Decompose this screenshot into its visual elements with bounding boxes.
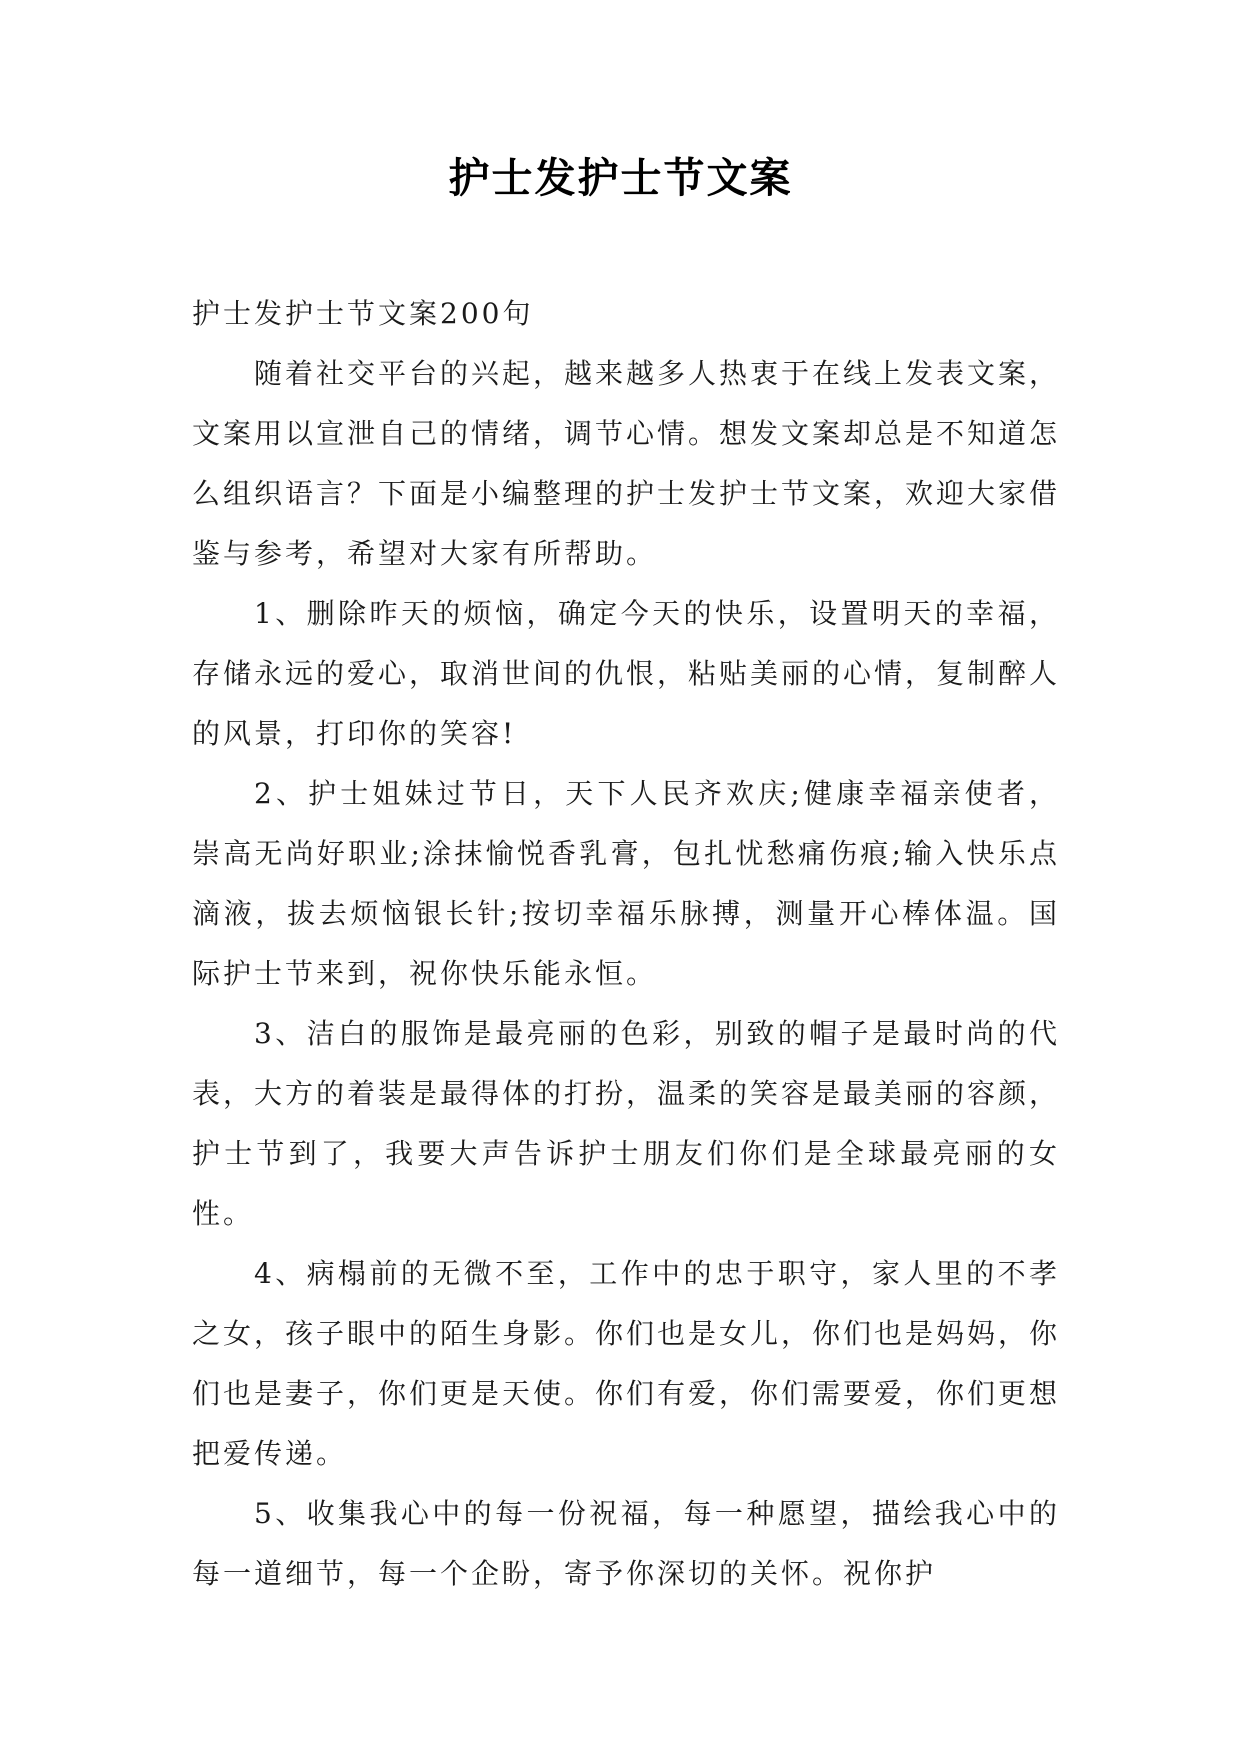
list-item-4: 4、病榻前的无微不至，工作中的忠于职守，家人里的不孝之女，孩子眼中的陌生身影。你们也是女儿，你们也是妈妈，你们也是妻子，你们更是天使。你们有爱，你们需要爱，你们更想把爱传递。 [192, 1257, 1061, 1470]
list-item-5: 5、收集我心中的每一份祝福，每一种愿望，描绘我心中的每一道细节，每一个企盼，寄予你深切的关怀。祝你护 [192, 1497, 1060, 1590]
list-item-2: 2、护士姐妹过节日，天下人民齐欢庆;健康幸福亲使者，崇高无尚好职业;涂抹愉悦香乳膏，包扎忧愁痛伤痕;输入快乐点滴液，拔去烦恼银长针;按切幸福乐脉搏，测量开心棒体温。国际护士节来到，祝你快乐能永恒。 [192, 777, 1060, 990]
document-title: 护士发护士节文案 [448, 154, 793, 202]
list-item-3: 3、洁白的服饰是最亮丽的色彩，别致的帽子是最时尚的代表，大方的着装是最得体的打扮，温柔的笑容是最美丽的容颜，护士节到了，我要大声告诉护士朋友们你们是全球最亮丽的女性。 [192, 1017, 1061, 1230]
document-subtitle: 护士发护士节文案200句 [192, 297, 534, 330]
document-body [192, 284, 1060, 1604]
intro-paragraph: 随着社交平台的兴起，越来越多人热衷于在线上发表文案，文案用以宣泄自己的情绪，调节心情。想发文案却总是不知道怎么组织语言？下面是小编整理的护士发护士节文案，欢迎大家借鉴与参考，希望对大家有所帮助。 [192, 357, 1061, 570]
list-item-1: 1、删除昨天的烦恼，确定今天的快乐，设置明天的幸福，存储永远的爱心，取消世间的仇恨，粘贴美丽的心情，复制醉人的风景，打印你的笑容! [192, 597, 1061, 750]
